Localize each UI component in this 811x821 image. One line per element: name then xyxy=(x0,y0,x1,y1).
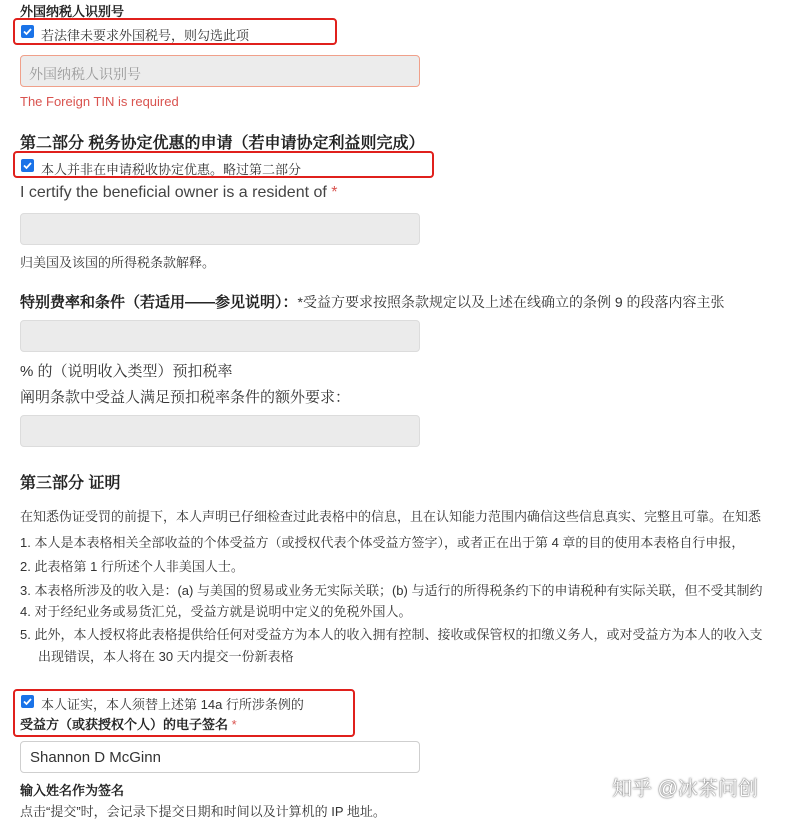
resident-country-input[interactable] xyxy=(20,213,420,245)
signature-input-value: Shannon D McGinn xyxy=(30,749,161,766)
cert-item: 4. 对于经纪业务或易货汇兑，受益方就是说明中定义的免税外国人。 xyxy=(20,604,412,619)
special-rates-line xyxy=(20,291,725,312)
part3-intro: 在知悉伪证受罚的前提下，本人声明已仔细检查过此表格中的信息，且在认知能力范围内确信这些信息真实、完整且可靠。在知悉 xyxy=(20,509,762,524)
checkmark-icon xyxy=(22,696,33,707)
cert-item: 1. 本人是本表格相关全部收益的个体受益方（或授权代表个体受益方签字），或者正在出于第 4 章的目的使用本表格自行申报， xyxy=(20,535,745,550)
special-rates-text: *受益方要求按照条款规定以及上述在线确立的条例 9 的段落内容主张 xyxy=(297,294,725,310)
cert-item-continuation: 出现错误，本人将在 30 天内提交一份新表格 xyxy=(38,649,294,664)
resident-of-label xyxy=(20,184,338,202)
required-mark: * xyxy=(231,717,237,732)
additional-conditions-input[interactable] xyxy=(20,415,420,447)
foreign-tin-heading: 外国纳税人识别号 xyxy=(20,4,125,19)
part2-heading: 第二部分 税务协定优惠的申请（若申请协定利益则完成） xyxy=(20,135,425,152)
treaty-note: 归美国及该国的所得税条款解释。 xyxy=(20,255,216,270)
part3-heading: 第三部分 证明 xyxy=(20,475,121,492)
no-treaty-checkbox[interactable] xyxy=(21,159,34,172)
checkmark-icon xyxy=(22,26,33,37)
cert-item: 3. 本表格所涉及的收入是：(a) 与美国的贸易或业务无实际关联；(b) 与适行的所得税条约下的申请税种有实际关联，但不受其制约 xyxy=(20,583,763,598)
special-rates-heading: 特别费率和条件（若适用——参见说明）： xyxy=(20,294,298,311)
submit-note: 点击“提交”时，会记录下提交日期和时间以及计算机的 IP 地址。 xyxy=(20,804,386,819)
name-hint: 输入姓名作为签名 xyxy=(20,783,125,798)
foreign-tin-checkbox-label: 若法律未要求外国税号，则勾选此项 xyxy=(41,28,250,43)
checkmark-icon xyxy=(22,160,33,171)
signature-label xyxy=(20,714,237,733)
additional-conditions-label: 阐明条款中受益人满足预扣税率条件的额外要求： xyxy=(20,389,351,406)
signature-label-text: 受益方（或获授权个人）的电子签名 xyxy=(20,717,229,732)
certify-checkbox[interactable] xyxy=(21,695,34,708)
foreign-tin-checkbox[interactable] xyxy=(21,25,34,38)
watermark: 知乎 @冰茶问创 xyxy=(612,778,758,800)
cert-item: 2. 此表格第 1 行所述个人非美国人士。 xyxy=(20,559,244,574)
signature-input[interactable] xyxy=(20,741,420,773)
no-treaty-checkbox-label: 本人并非在申请税收协定优惠。略过第二部分 xyxy=(41,162,302,177)
certify-checkbox-label: 本人证实，本人须替上述第 14a 行所涉条例的 xyxy=(41,697,304,712)
required-mark: * xyxy=(331,184,338,201)
foreign-tin-input-placeholder: 外国纳税人识别号 xyxy=(29,66,141,82)
foreign-tin-input[interactable] xyxy=(20,55,420,87)
rate-label: % 的（说明收入类型）预扣税率 xyxy=(20,363,233,380)
foreign-tin-error: The Foreign TIN is required xyxy=(20,94,179,109)
special-rates-input[interactable] xyxy=(20,320,420,352)
resident-of-text: I certify the beneficial owner is a resident of xyxy=(20,184,327,201)
cert-item: 5. 此外，本人授权将此表格提供给任何对受益方为本人的收入拥有控制、接收或保管权的扣缴义务人，或对受益方为本人的收入支 xyxy=(20,627,763,642)
